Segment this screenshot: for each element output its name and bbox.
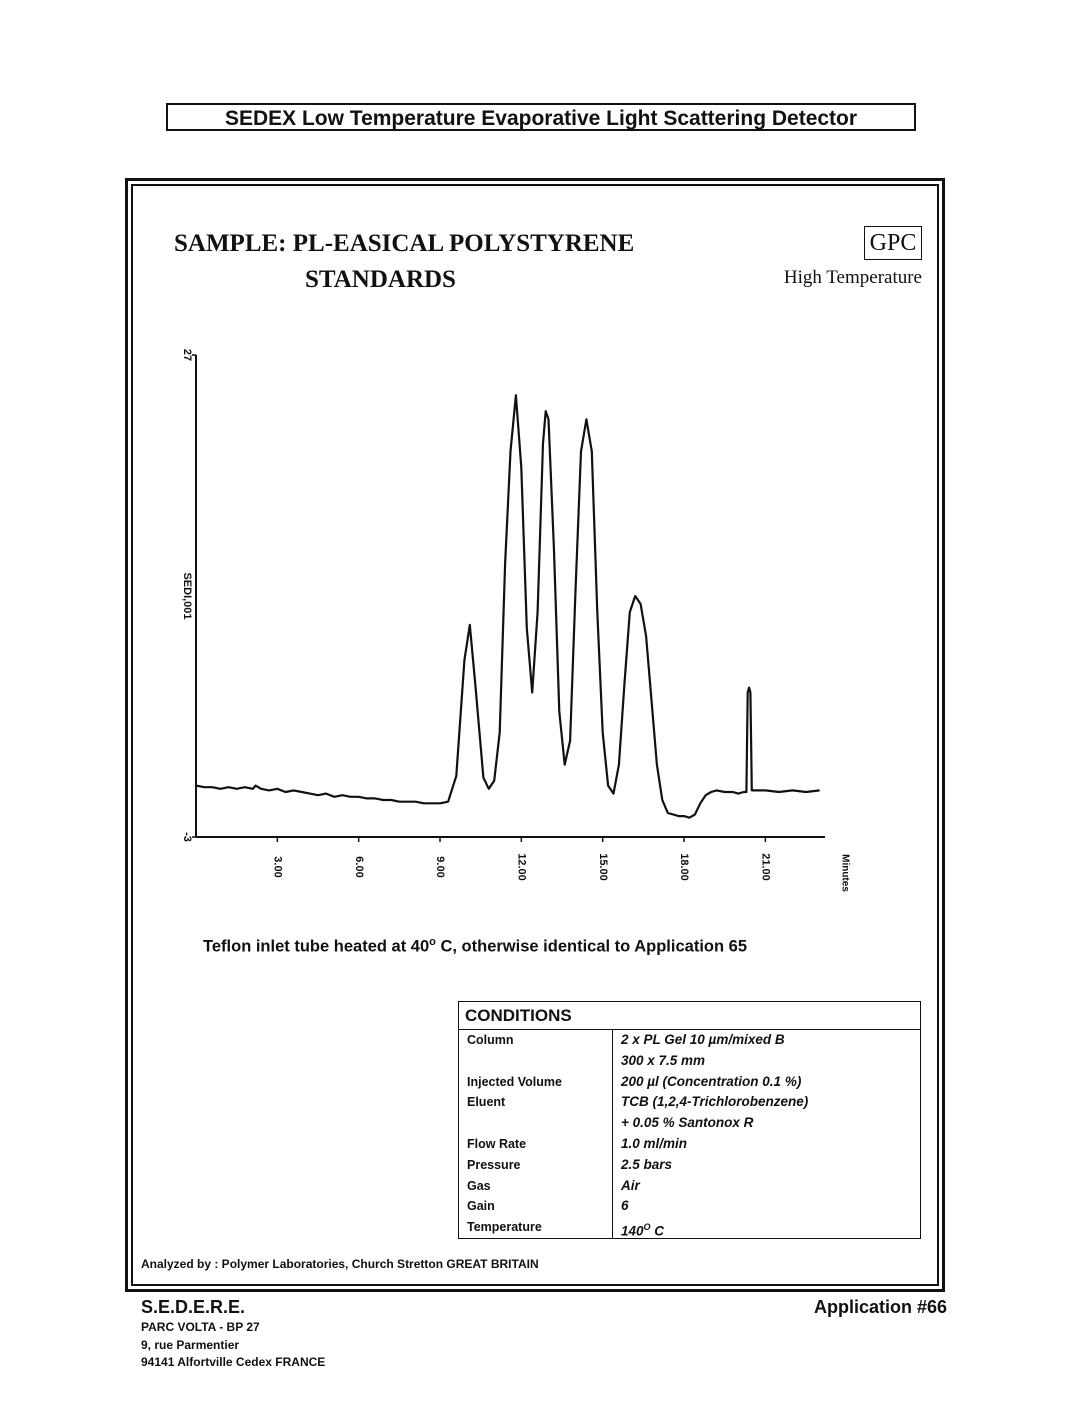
address-line1: PARC VOLTA - BP 27 <box>141 1320 260 1334</box>
document-title: SEDEX Low Temperature Evaporative Light Scattering Detector <box>166 103 916 131</box>
sample-title-line2: STANDARDS <box>305 266 456 293</box>
conditions-row <box>459 1134 920 1155</box>
x-tick-label: 6.00 <box>352 856 365 878</box>
address-line2: 9, rue Parmentier <box>141 1338 240 1352</box>
note-text-main: Teflon inlet tube heated at 40 <box>203 937 430 956</box>
method-subtitle: High Temperature <box>783 267 922 288</box>
sample-title <box>174 226 734 298</box>
condition-value-suffix: C <box>650 1223 665 1239</box>
analyzed-by: Analyzed by : Polymer Laboratories, Church Stretton GREAT BRITAIN <box>141 1257 539 1271</box>
y-axis-label: SEDI,001 <box>181 572 193 620</box>
condition-value <box>621 1134 687 1155</box>
condition-value <box>621 1092 808 1113</box>
condition-label: Flow Rate <box>467 1136 527 1151</box>
x-tick-label: 12.00 <box>515 853 528 881</box>
condition-label: Gas <box>467 1178 491 1193</box>
condition-value-sup: O <box>643 1222 651 1233</box>
condition-value <box>621 1176 640 1197</box>
note-text-suffix: C, otherwise identical to Application 65 <box>435 937 747 956</box>
condition-value <box>621 1155 672 1176</box>
conditions-row <box>459 1051 920 1072</box>
condition-label: Pressure <box>467 1157 521 1172</box>
company-name: S.E.D.E.R.E. <box>141 1297 246 1317</box>
condition-value <box>621 1051 705 1072</box>
chromatogram-chart <box>170 340 860 900</box>
y-tick-label: 27 <box>181 348 193 362</box>
x-tick-label: 9.00 <box>434 856 447 878</box>
note-text <box>203 936 747 957</box>
conditions-row <box>459 1196 920 1217</box>
condition-value-text: 2.5 bars <box>621 1156 673 1172</box>
application-number: Application #66 <box>813 1297 947 1317</box>
conditions-row <box>459 1113 920 1134</box>
condition-value-text: 2 x PL Gel 10 µm/mixed B <box>621 1032 785 1047</box>
x-tick-label: 21.00 <box>759 853 772 881</box>
conditions-row <box>459 1072 920 1093</box>
conditions-row <box>459 1092 920 1113</box>
condition-label: Injected Volume <box>467 1074 562 1089</box>
condition-value-text: TCB (1,2,4-Trichlorobenzene) <box>621 1094 809 1110</box>
x-tick-label: 18.00 <box>678 853 691 881</box>
conditions-row <box>459 1176 920 1197</box>
condition-value <box>621 1072 801 1093</box>
condition-value-text: 200 µl (Concentration 0.1 %) <box>621 1073 802 1089</box>
condition-label: Column <box>467 1033 514 1047</box>
conditions-header: CONDITIONS <box>459 1002 920 1030</box>
condition-value <box>621 1217 664 1242</box>
note-degree: o <box>429 936 436 948</box>
condition-value-text: 1.0 ml/min <box>621 1135 688 1151</box>
method-badge: GPC <box>864 226 922 260</box>
condition-value-text: Air <box>621 1177 640 1193</box>
condition-value-text: 6 <box>621 1198 629 1214</box>
condition-label: Eluent <box>467 1095 506 1110</box>
condition-value-text: 140 <box>621 1223 644 1239</box>
conditions-row <box>459 1155 920 1176</box>
condition-value-text: 300 x 7.5 mm <box>621 1052 706 1068</box>
condition-value <box>621 1113 753 1134</box>
conditions-row <box>459 1217 920 1238</box>
condition-value <box>621 1196 629 1217</box>
condition-label: Temperature <box>467 1220 542 1235</box>
condition-value-text: + 0.05 % Santonox R <box>621 1115 754 1131</box>
chromatogram-trace <box>196 395 820 818</box>
x-tick-label: 15.00 <box>596 853 609 881</box>
conditions-rows <box>459 1030 920 1238</box>
condition-value <box>621 1030 785 1051</box>
y-tick-label: -3 <box>181 832 193 842</box>
sample-title-line1: SAMPLE: PL-EASICAL POLYSTYRENE <box>174 230 635 257</box>
condition-label: Gain <box>467 1199 495 1214</box>
x-tick-label: 3.00 <box>271 856 284 878</box>
x-axis-label: Minutes <box>839 854 851 892</box>
address-line3: 94141 Alfortville Cedex FRANCE <box>141 1355 326 1369</box>
conditions-table <box>458 1001 921 1239</box>
conditions-row <box>459 1030 920 1051</box>
